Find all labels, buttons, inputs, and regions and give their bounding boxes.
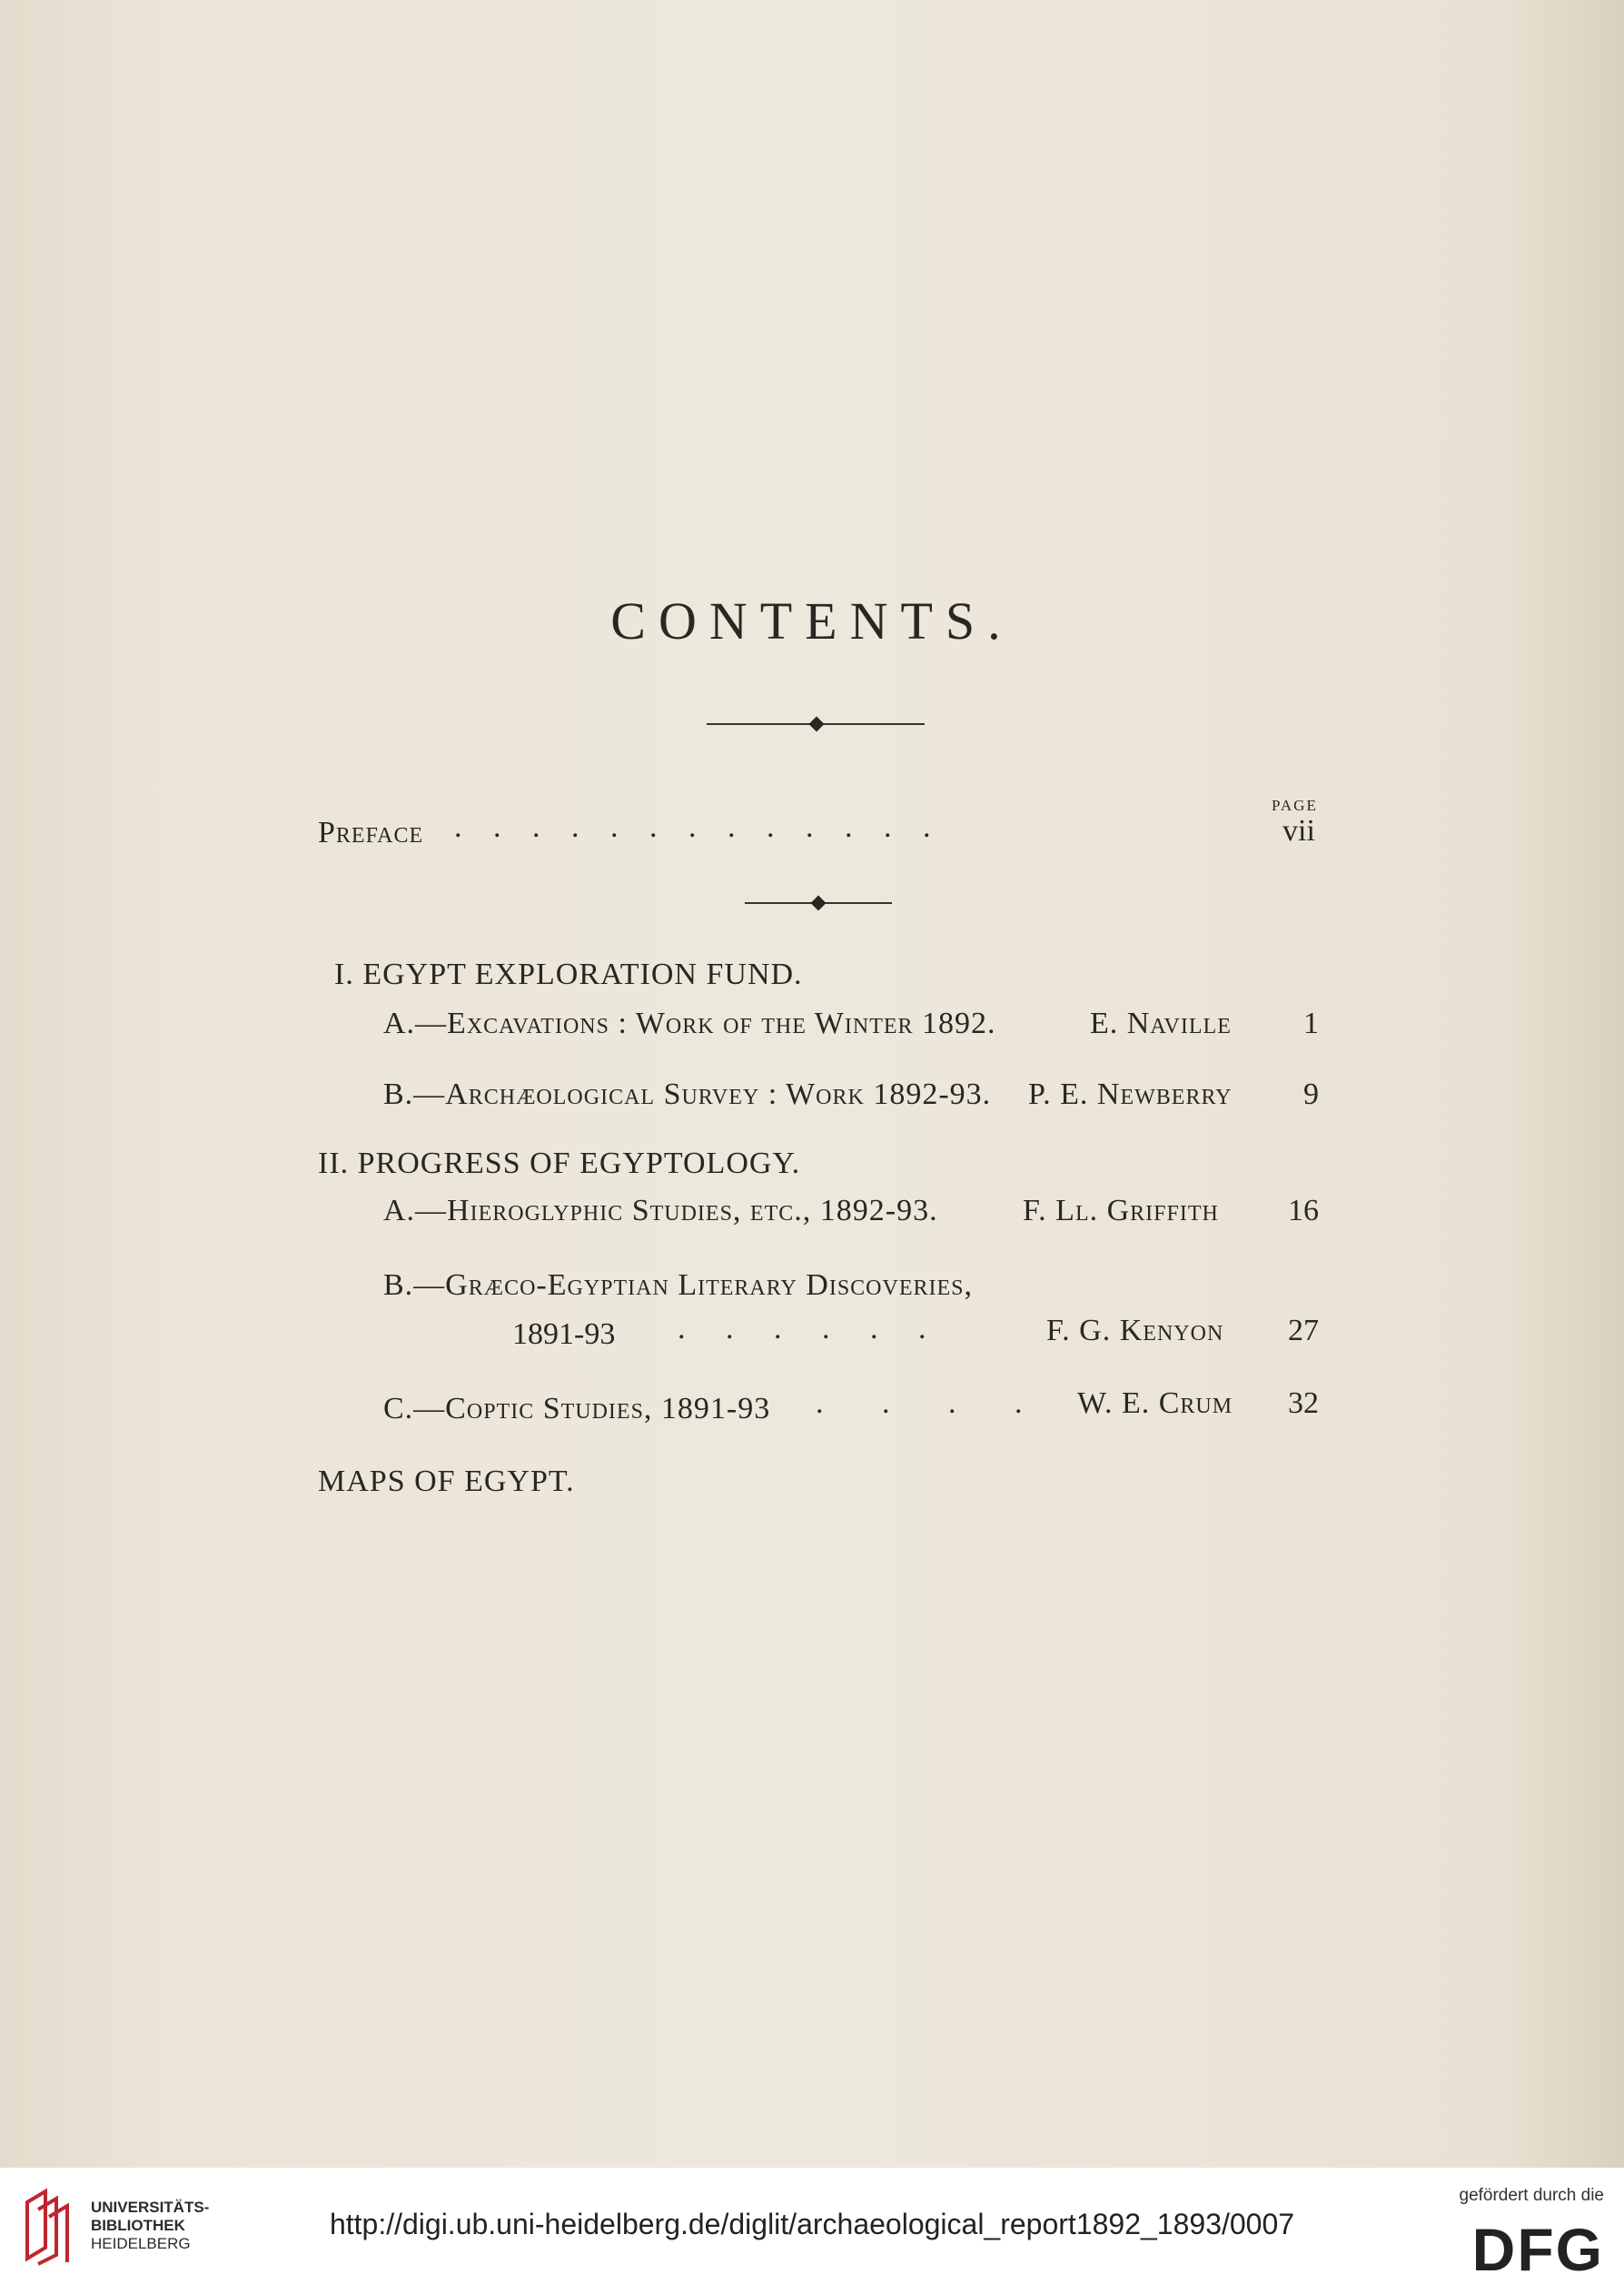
toc-entry-1a-author: E. Naville (1090, 1007, 1232, 1040)
toc-entry-2c-dots: . . . . (816, 1386, 1048, 1420)
preface-label: Preface (318, 816, 424, 849)
library-name-line-2: BIBLIOTHEK (91, 2217, 185, 2234)
digitization-footer (0, 2168, 1624, 2284)
toc-entry-1a-text: A.—Excavations : Work of the Winter 1892. (383, 1007, 996, 1040)
toc-entry-2b-page: 27 (1288, 1314, 1319, 1347)
toc-entry-1a-page: 1 (1303, 1007, 1319, 1040)
section-heading-2: II. PROGRESS OF EGYPTOLOGY. (318, 1147, 801, 1180)
toc-entry-2b-dots: . . . . . . (678, 1312, 943, 1346)
library-name-line-1: UNIVERSITÄTS- (91, 2199, 210, 2216)
source-url[interactable]: http://digi.ub.uni-heidelberg.de/diglit/archaeological_report1892_1893/0007 (329, 2208, 1295, 2240)
toc-entry-2a-author: F. Ll. Griffith (1023, 1194, 1219, 1227)
toc-entry-2c-page: 32 (1288, 1386, 1319, 1420)
toc-entry-2a-text: A.—Hieroglyphic Studies, etc., 1892-93. (383, 1194, 938, 1227)
page-column-heading: PAGE (1272, 797, 1318, 814)
preface-dots: . . . . . . . . . . . . . (454, 810, 943, 844)
preface-page: vii (1282, 814, 1315, 848)
toc-entry-1b-text: B.—Archæological Survey : Work 1892-93. (383, 1077, 992, 1111)
toc-entry-1b-author: P. E. Newberry (1028, 1077, 1233, 1111)
toc-entry-2b-text: B.—Græco-Egyptian Literary Discoveries, (383, 1268, 974, 1302)
toc-entry-1b-page: 9 (1303, 1077, 1319, 1111)
section-heading-1: I. EGYPT EXPLORATION FUND. (334, 958, 803, 991)
toc-entry-2b-author: F. G. Kenyon (1046, 1314, 1224, 1347)
toc-entry-2a-page: 16 (1288, 1194, 1319, 1227)
dfg-logo: DFG (1471, 2216, 1604, 2283)
toc-entry-2c-text: C.—Coptic Studies, 1891-93 (383, 1392, 771, 1425)
toc-entry-2c-author: W. E. Crum (1077, 1386, 1233, 1420)
maps-heading: MAPS OF EGYPT. (318, 1465, 575, 1498)
library-name-line-3: HEIDELBERG (91, 2235, 191, 2252)
page-title: CONTENTS. (610, 591, 1014, 650)
funding-note: gefördert durch die (1459, 2186, 1604, 2205)
toc-entry-2b-continuation: 1891-93 (512, 1317, 616, 1351)
